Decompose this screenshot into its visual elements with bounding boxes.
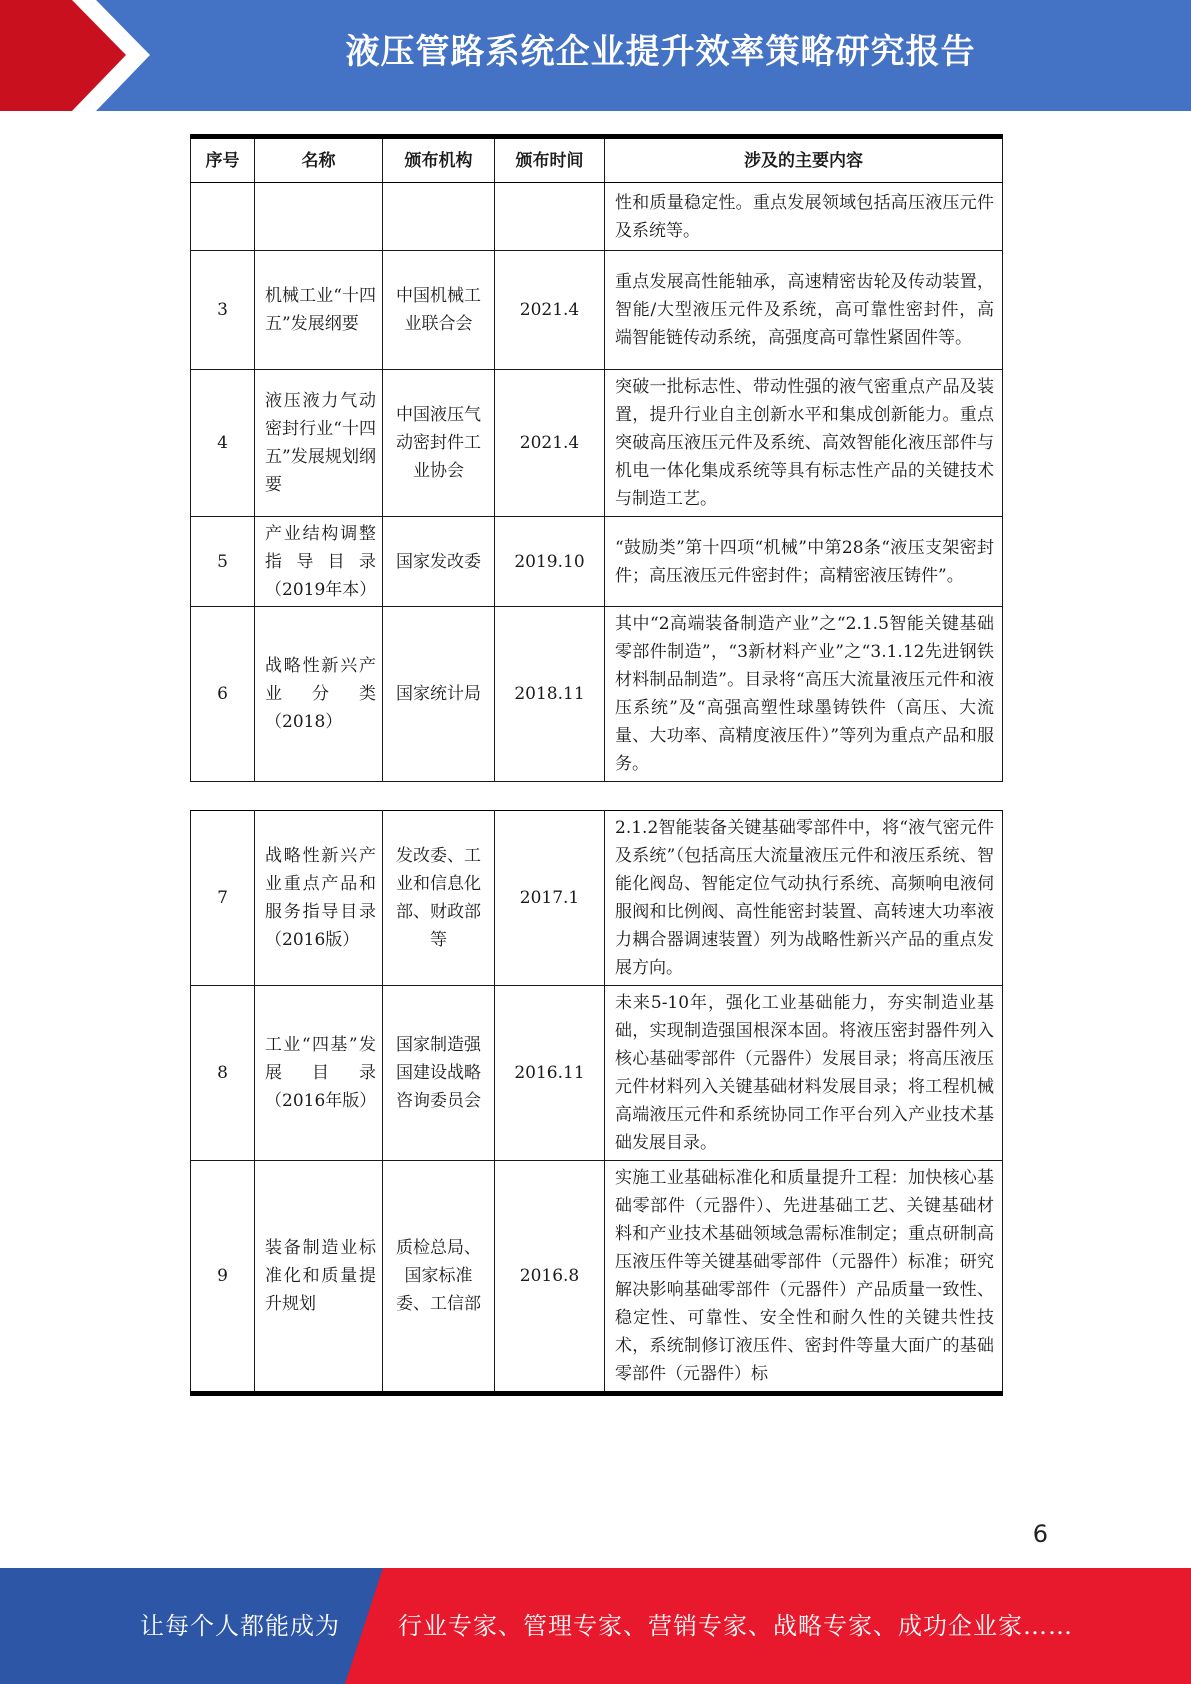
- page-number: 6: [1032, 1520, 1048, 1548]
- policy-table-part-2: [190, 810, 1002, 1396]
- row-no: 7: [191, 811, 255, 986]
- page-footer: [0, 1568, 1191, 1684]
- table-row: [191, 811, 1003, 986]
- header-org: 颁布机构: [383, 137, 495, 183]
- row-content: 2.1.2智能装备关键基础零部件中，将“液气密元件及系统”（包括高压大流量液压元件和液压系统、智能化阀岛、智能定位气动执行系统、高频响电液伺服阀和比例阀、高性能密封装置、高转速大功率液力耦合器调速装置）列为战略性新兴产品的重点发展方向。: [605, 811, 1003, 986]
- policy-table-part-1: [190, 134, 1002, 782]
- row-no: 3: [191, 251, 255, 370]
- footer-slogan-left: 让每个人都能成为: [140, 1612, 340, 1640]
- row-no: 5: [191, 517, 255, 607]
- row-content: 实施工业基础标准化和质量提升工程：加快核心基础零部件（元器件）、先进基础工艺、关键基础材料和产业技术基础领域急需标准制定；重点研制高压液压件等关键基础零部件（元器件）标准；研究解决影响基础零部件（元器件）产品质量一致性、稳定性、可靠性、安全性和耐久性的关键共性技术，系统制修订液压件、密封件等量大面广的基础零部件（元器件）标: [605, 1161, 1003, 1394]
- row-org: 发改委、工业和信息化部、财政部等: [383, 811, 495, 986]
- table-row: [191, 986, 1003, 1161]
- header-date: 颁布时间: [495, 137, 605, 183]
- row-org: 中国液压气动密封件工业协会: [383, 370, 495, 517]
- table-row: [191, 607, 1003, 782]
- row-content: “鼓励类”第十四项“机械”中第28条“液压支架密封件；高压液压元件密封件；高精密液压铸件”。: [605, 517, 1003, 607]
- row-date: 2021.4: [495, 370, 605, 517]
- table-row: [191, 517, 1003, 607]
- row-org: 质检总局、国家标准委、工信部: [383, 1161, 495, 1394]
- row-content: 突破一批标志性、带动性强的液气密重点产品及装置，提升行业自主创新水平和集成创新能力。重点突破高压液压元件及系统、高效智能化液压部件与机电一体化集成系统等具有标志性产品的关键技术与制造工艺。: [605, 370, 1003, 517]
- row-org: 国家制造强国建设战略咨询委员会: [383, 986, 495, 1161]
- table-row: [191, 1161, 1003, 1394]
- row-name: 产业结构调整指导目录（2019年本）: [255, 517, 383, 607]
- row-date: 2016.8: [495, 1161, 605, 1394]
- row-date: 2016.11: [495, 986, 605, 1161]
- row-name: 装备制造业标准化和质量提升规划: [255, 1161, 383, 1394]
- row-name: 工业“四基”发展目录（2016年版）: [255, 986, 383, 1161]
- row-date: 2019.10: [495, 517, 605, 607]
- row-content: 性和质量稳定性。重点发展领域包括高压液压元件及系统等。: [605, 183, 1003, 251]
- row-org: 国家发改委: [383, 517, 495, 607]
- row-name: 战略性新兴产业重点产品和服务指导目录（2016版）: [255, 811, 383, 986]
- row-no: 6: [191, 607, 255, 782]
- row-content: 重点发展高性能轴承，高速精密齿轮及传动装置，智能/大型液压元件及系统，高可靠性密封件，高端智能链传动系统，高强度高可靠性紧固件等。: [605, 251, 1003, 370]
- row-org: 国家统计局: [383, 607, 495, 782]
- report-title: 液压管路系统企业提升效率策略研究报告: [345, 32, 976, 72]
- row-date: 2018.11: [495, 607, 605, 782]
- row-name: 液压液力气动密封行业“十四五”发展规划纲要: [255, 370, 383, 517]
- row-content: 其中“2高端装备制造产业”之“2.1.5智能关键基础零部件制造”，“3新材料产业”之“3.1.12先进钢铁材料制品制造”。目录将“高压大流量液压元件和液压系统”及“高强高塑性球墨铸铁件（高压、大流量、大功率、高精度液压件）”等列为重点产品和服务。: [605, 607, 1003, 782]
- row-date: 2021.4: [495, 251, 605, 370]
- table-header-row: [191, 137, 1003, 183]
- page-header: [0, 0, 1191, 111]
- row-no: 8: [191, 986, 255, 1161]
- row-date: 2017.1: [495, 811, 605, 986]
- row-name: 机械工业“十四五”发展纲要: [255, 251, 383, 370]
- header-no: 序号: [191, 137, 255, 183]
- table-row: [191, 370, 1003, 517]
- table-row: [191, 251, 1003, 370]
- header-content: 涉及的主要内容: [605, 137, 1003, 183]
- row-org: 中国机械工业联合会: [383, 251, 495, 370]
- row-name: 战略性新兴产业分类（2018）: [255, 607, 383, 782]
- row-no: 9: [191, 1161, 255, 1394]
- row-no: 4: [191, 370, 255, 517]
- row-content: 未来5-10年，强化工业基础能力，夯实制造业基础，实现制造强国根深本固。将液压密封器件列入核心基础零部件（元器件）发展目录；将高压液压元件材料列入关键基础材料发展目录；将工程机械高端液压元件和系统协同工作平台列入产业技术基础发展目录。: [605, 986, 1003, 1161]
- footer-slogan-right: 行业专家、管理专家、营销专家、战略专家、成功企业家……: [398, 1612, 1073, 1640]
- table-row-continued: [191, 183, 1003, 251]
- header-name: 名称: [255, 137, 383, 183]
